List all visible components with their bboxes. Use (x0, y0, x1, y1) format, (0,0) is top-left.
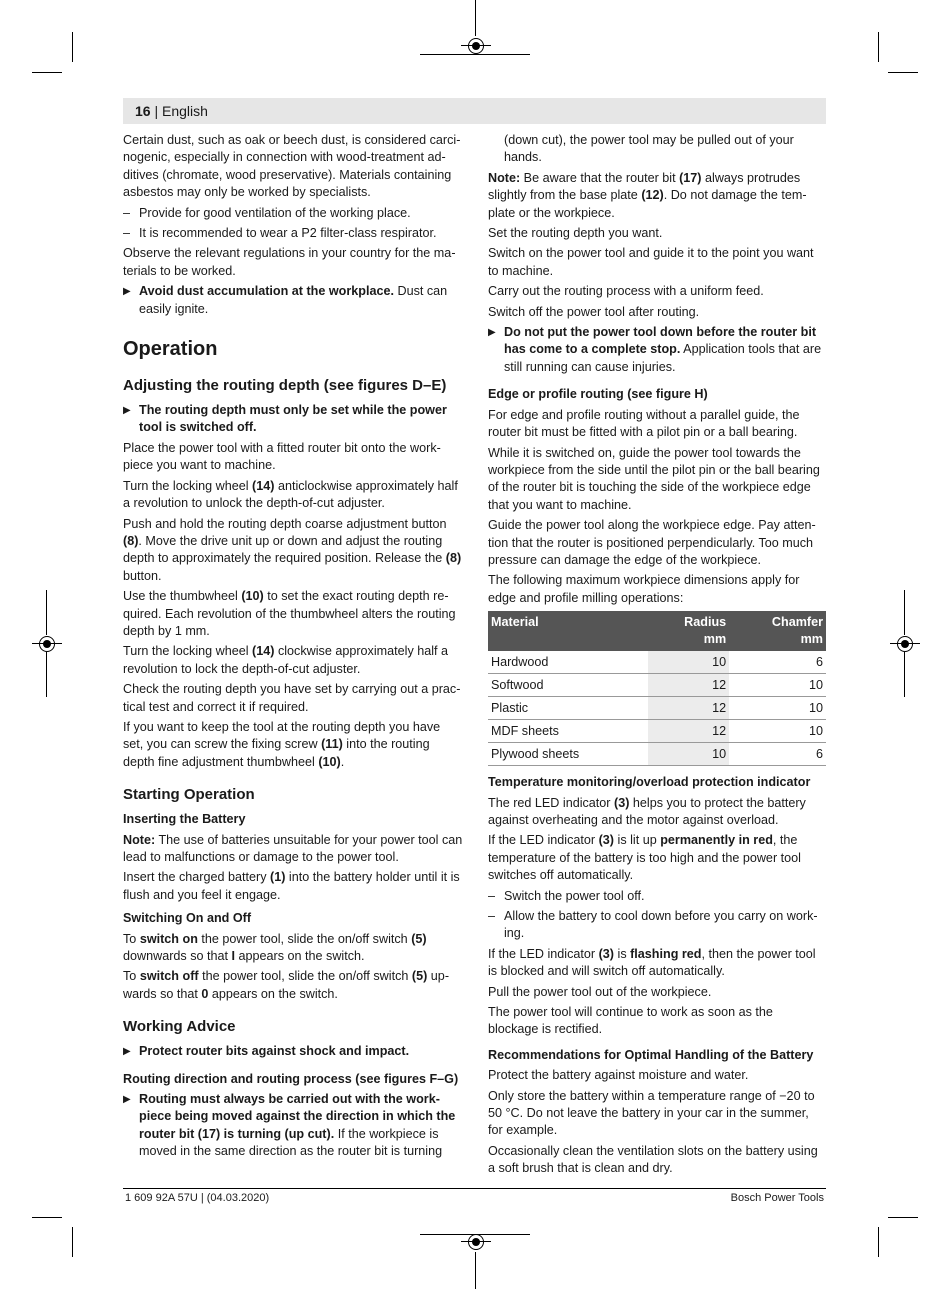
registration-line (904, 590, 905, 635)
registration-line (46, 590, 47, 635)
registration-target-icon (39, 636, 55, 652)
registration-line (475, 0, 476, 36)
registration-line (904, 652, 905, 697)
table-cell: Hardwood (488, 651, 648, 674)
subheading: Temperature monitoring/overload protection indicator (488, 775, 811, 790)
crop-mark (32, 1217, 62, 1218)
paragraph: Carry out the routing process with a uniform feed. (488, 284, 764, 299)
paragraph: Guide the power tool along the workpiece edge. Pay attention that the router is positioned perpendicularly. Too much pressure can damage the edge of the workpiece. (488, 518, 816, 567)
table-cell: 12 (648, 720, 729, 743)
paragraph: The following maximum workpiece dimensions apply for edge and profile milling operations: (488, 573, 800, 605)
page-number-label: 16 | English (135, 103, 208, 119)
warning-item: ▶ Do not put the power tool down before the router bit has come to a complete stop. Application tools that are still running can cause injuries. (488, 324, 826, 376)
paragraph: Note: Be aware that the router bit (17) always protrudes slightly from the base plate (12). Do not damage the template or the workpiece. (488, 170, 807, 220)
dash-item: – Switch the power tool off. (488, 888, 826, 905)
subheading: Recommendations for Optimal Handling of the Battery (488, 1047, 814, 1062)
page-header (123, 98, 826, 124)
paragraph: Pull the power tool out of the workpiece. (488, 984, 712, 999)
paragraph: Switch on the power tool and guide it to the point you want to machine. (488, 246, 814, 278)
paragraph: For edge and profile routing without a parallel guide, the router bit must be fitted with a pilot pin or a ball bearing. (488, 407, 800, 440)
paragraph: If you want to keep the tool at the routing depth you have set, you can screw the fixing screw (11) into the routing depth fine adjustment thumbwheel (10). (123, 719, 441, 769)
dash-item: – It is recommended to wear a P2 filter-class respirator. (123, 225, 463, 242)
paragraph: While it is switched on, guide the power tool towards the workpiece from the side until the pilot pin or the ball bearing of the router bit is touching the side of the workpiece edge that you want to machine. (488, 445, 820, 512)
paragraph: Insert the charged battery (1) into the battery holder until it is flush and you feel it engage. (123, 870, 460, 902)
warning-item: ▶ Avoid dust accumulation at the workplace. Dust can easily ignite. (123, 283, 463, 318)
paragraph: If the LED indicator (3) is lit up permanently in red, the temperature of the battery is too high and the power tool switches off automatically. (488, 833, 801, 883)
paragraph: If the LED indicator (3) is flashing red, then the power tool is blocked and will switch off automatically. (488, 946, 816, 979)
paragraph: The red LED indicator (3) helps you to protect the battery against overheating and the motor against overload. (488, 795, 806, 827)
paragraph: Check the routing depth you have set by carrying out a practical test and correct it if required. (123, 682, 461, 714)
table-cell: Plywood sheets (488, 743, 648, 766)
crop-mark (888, 72, 918, 73)
warning-item: ▶ Routing must always be carried out with the workpiece being moved against the direction in which the router bit (17) is turning (up cut). If the workpiece is moved in the same direction as the router bit is turning (123, 1091, 463, 1161)
subheading: Edge or profile routing (see figure H) (488, 387, 708, 402)
table-cell: 6 (729, 651, 826, 674)
paragraph: Observe the relevant regulations in your country for the materials to be worked. (123, 246, 456, 278)
table-cell: 6 (729, 743, 826, 766)
table-cell: MDF sheets (488, 720, 648, 743)
paragraph: Turn the locking wheel (14) clockwise approximately half a revolution to lock the depth-of-cut adjuster. (123, 644, 449, 676)
table-row (488, 651, 826, 674)
dimensions-table (488, 611, 826, 766)
crop-mark (32, 72, 62, 73)
table-cell: 12 (648, 697, 729, 720)
table-cell: 10 (729, 697, 826, 720)
crop-mark (878, 1227, 879, 1257)
table-cell: 10 (648, 651, 729, 674)
section-title: Operation (123, 338, 218, 361)
right-column (488, 132, 826, 1181)
paragraph: Set the routing depth you want. (488, 226, 663, 241)
subheading: Switching On and Off (123, 911, 252, 926)
brand-label: Bosch Power Tools (730, 1192, 824, 1204)
registration-target-icon (897, 636, 913, 652)
crop-mark (72, 1227, 73, 1257)
paragraph: Note: The use of batteries unsuitable for your power tool can lead to malfunctions or damage to the power tool. (123, 832, 463, 864)
subsection-title: Starting Operation (123, 786, 255, 804)
paragraph: To switch on the power tool, slide the on/off switch (5) downwards so that I appears on the switch. (123, 931, 427, 964)
column-header-chamfer: Chamfer mm (729, 611, 826, 651)
table-cell: 10 (729, 720, 826, 743)
table-row (488, 743, 826, 766)
registration-line (475, 1252, 476, 1289)
table-row (488, 697, 826, 720)
paragraph: Place the power tool with a fitted router bit onto the workpiece you want to machine. (123, 440, 441, 473)
registration-line (46, 652, 47, 697)
subsection-title: Working Advice (123, 1018, 236, 1036)
paragraph: The power tool will continue to work as soon as the blockage is rectified. (488, 1005, 773, 1037)
subheading: Inserting the Battery (123, 812, 246, 827)
dash-item: – Allow the battery to cool down before you carry on working. (488, 908, 826, 943)
crop-mark (888, 1217, 918, 1218)
paragraph: Protect the battery against moisture and water. (488, 1068, 749, 1083)
paragraph: Use the thumbwheel (10) to set the exact routing depth required. Each revolution of the thumbwheel alters the routing depth by 1 mm. (123, 589, 456, 638)
paragraph: Push and hold the routing depth coarse adjustment button (8). Move the drive unit up or down and adjust the routing depth to approximately the required position. Release the (8) button. (123, 516, 462, 583)
subsection-title: Adjusting the routing depth (see figures D–E) (123, 377, 447, 395)
table-cell: Plastic (488, 697, 648, 720)
table-cell: 12 (648, 674, 729, 697)
table-row (488, 674, 826, 697)
warning-item: ▶ The routing depth must only be set while the power tool is switched off. (123, 402, 463, 437)
registration-target-icon (468, 1234, 484, 1250)
paragraph: Switch off the power tool after routing. (488, 304, 700, 319)
warning-item: ▶ Protect router bits against shock and impact. (123, 1043, 463, 1060)
table-row (488, 720, 826, 743)
dash-item: – Provide for good ventilation of the working place. (123, 205, 463, 222)
crop-mark (878, 32, 879, 62)
paragraph: Turn the locking wheel (14) anticlockwise approximately half a revolution to unlock the depth-of-cut adjuster. (123, 478, 458, 511)
document-code: 1 609 92A 57U | (04.03.2020) (125, 1192, 270, 1204)
table-header-row (488, 611, 826, 651)
left-column (123, 132, 463, 1164)
paragraph: Certain dust, such as oak or beech dust, is considered carcinogenic, especially in connection with wood-treatment additives (chromate, wood preservative). Materials containing asbestos may only be worked by specialists. (123, 133, 461, 200)
page-footer (123, 1188, 826, 1204)
table-cell: Softwood (488, 674, 648, 697)
column-header-material: Material (488, 611, 648, 651)
crop-mark (72, 32, 73, 62)
paragraph: To switch off the power tool, slide the on/off switch (5) upwards so that 0 appears on the switch. (123, 969, 450, 1001)
paragraph: (down cut), the power tool may be pulled out of your hands. (504, 133, 794, 165)
registration-line (420, 54, 530, 55)
table-cell: 10 (729, 674, 826, 697)
column-header-radius: Radius mm (648, 611, 729, 651)
paragraph: Occasionally clean the ventilation slots on the battery using a soft brush that is clean and dry. (488, 1143, 818, 1176)
registration-target-icon (468, 38, 484, 54)
paragraph: Only store the battery within a temperature range of −20 to 50 °C. Do not leave the battery in your car in the summer, for example. (488, 1088, 815, 1138)
subheading: Routing direction and routing process (see figures F–G) (123, 1071, 459, 1086)
table-cell: 10 (648, 743, 729, 766)
